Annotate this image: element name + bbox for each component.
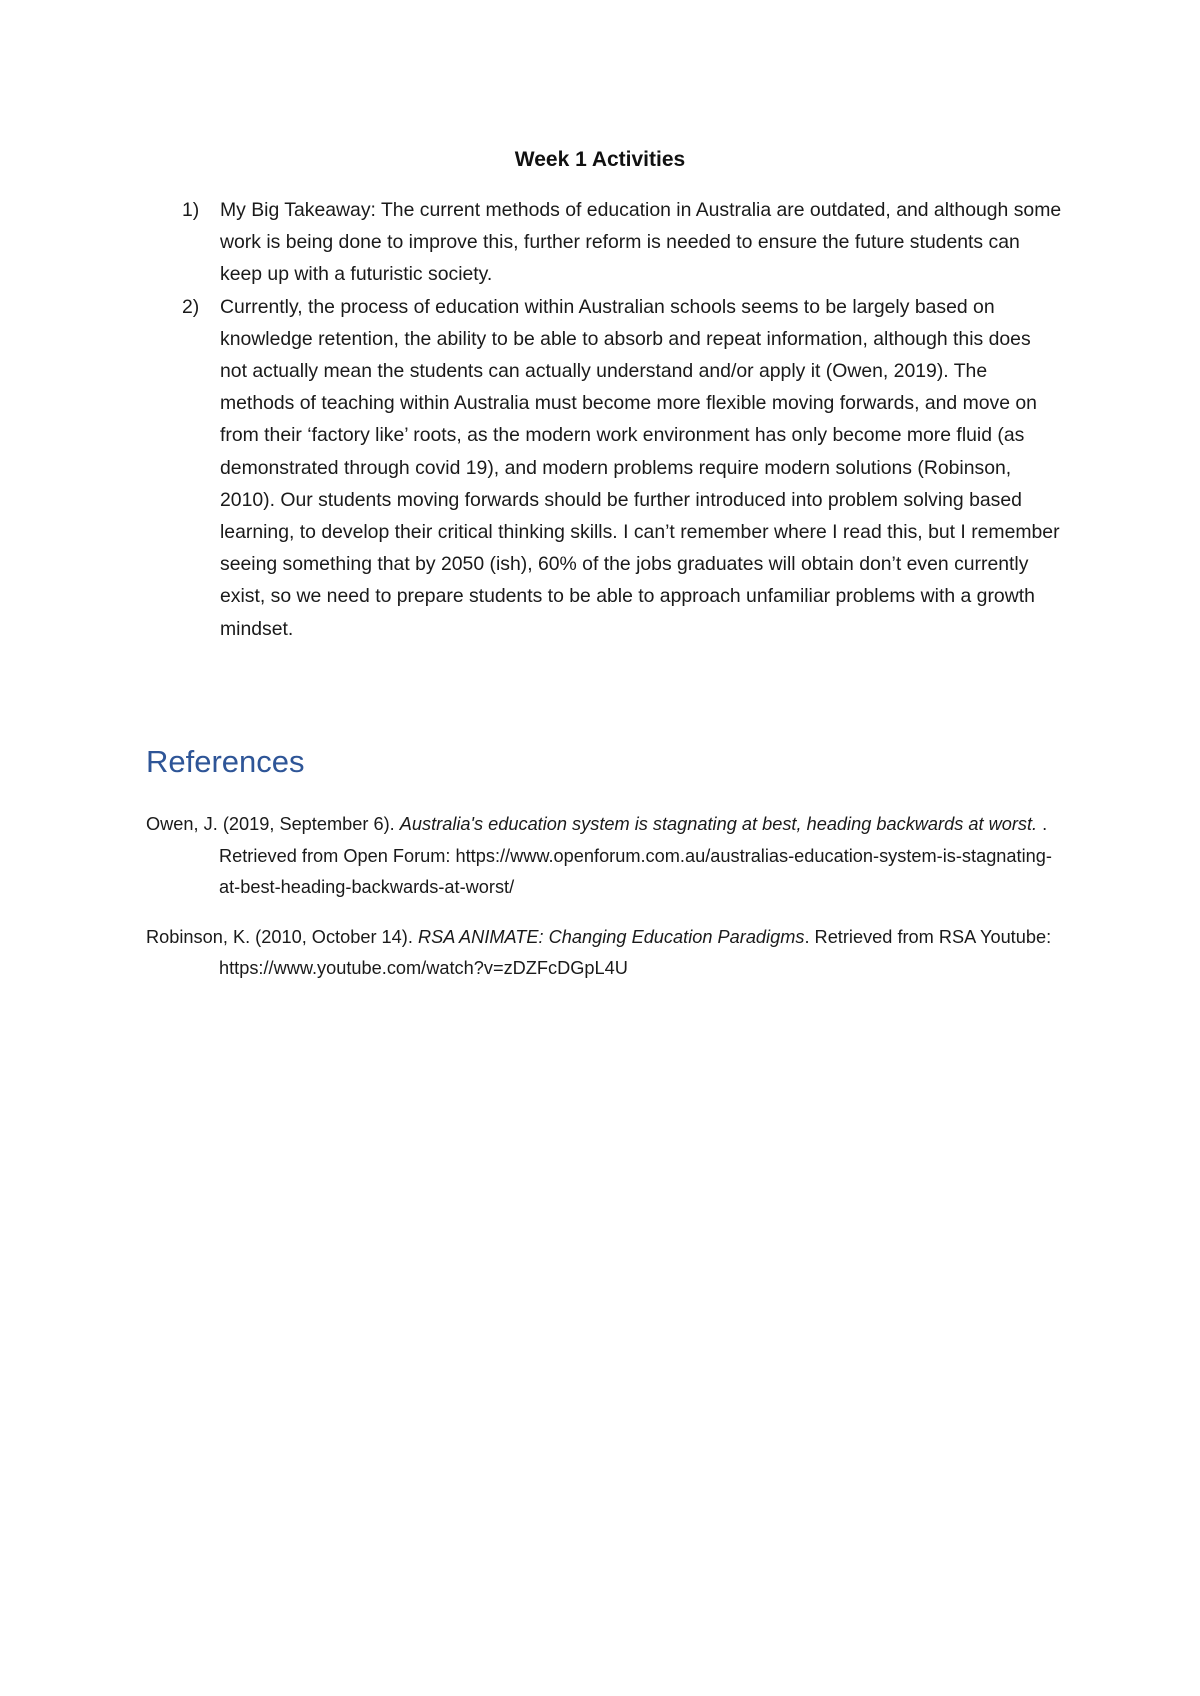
reference-entry <box>146 922 1066 985</box>
reference-entry <box>146 809 1066 904</box>
page-title: Week 1 Activities <box>514 148 686 171</box>
activity-list <box>182 194 1062 645</box>
reference-source: . Retrieved from Open Forum: https://www.openforum.com.au/australias-education-system-is-stagnating-at-best-heading-backwards-at-worst/ <box>219 814 1052 898</box>
reference-list <box>146 791 1066 994</box>
list-item <box>182 194 1062 291</box>
reference-title: Australia's education system is stagnating at best, heading backwards at worst. <box>399 814 1038 835</box>
list-item-number: 2) <box>182 295 200 318</box>
list-item-text: Currently, the process of education within Australian schools seems to be largely based on knowledge retention, the ability to be able to absorb and repeat information, although this does not actually mean the students can actually understand and/or apply it (Owen, 2019). The methods of teaching within Australia must become more flexible moving forwards, and move on from their ‘factory like’ roots, as the modern work environment has only become more fluid (as demonstrated through covid 19), and modern problems require modern solutions (Robinson, 2010). Our students moving forwards should be further introduced into problem solving based learning, to develop their critical thinking skills. I can’t remember where I read this, but I remember seeing something that by 2050 (ish), 60% of the jobs graduates will obtain don’t even currently exist, so we need to prepare students to be able to approach unfamiliar problems with a growth mindset. <box>220 295 1060 640</box>
list-item <box>182 291 1062 645</box>
list-item-number: 1) <box>182 199 200 221</box>
reference-author-date: Robinson, K. (2010, October 14). <box>146 926 418 947</box>
reference-source: . Retrieved from RSA Youtube: https://www.youtube.com/watch?v=zDZFcDGpL4U <box>219 926 1052 979</box>
reference-author-date: Owen, J. (2019, September 6). <box>146 814 400 835</box>
list-item-text: My Big Takeaway: The current methods of education in Australia are outdated, and although some work is being done to improve this, further reform is needed to ensure the future students can keep up with a futuristic society. <box>220 199 1062 286</box>
reference-title: RSA ANIMATE: Changing Education Paradigms <box>417 926 805 947</box>
references-heading: References <box>146 744 305 779</box>
